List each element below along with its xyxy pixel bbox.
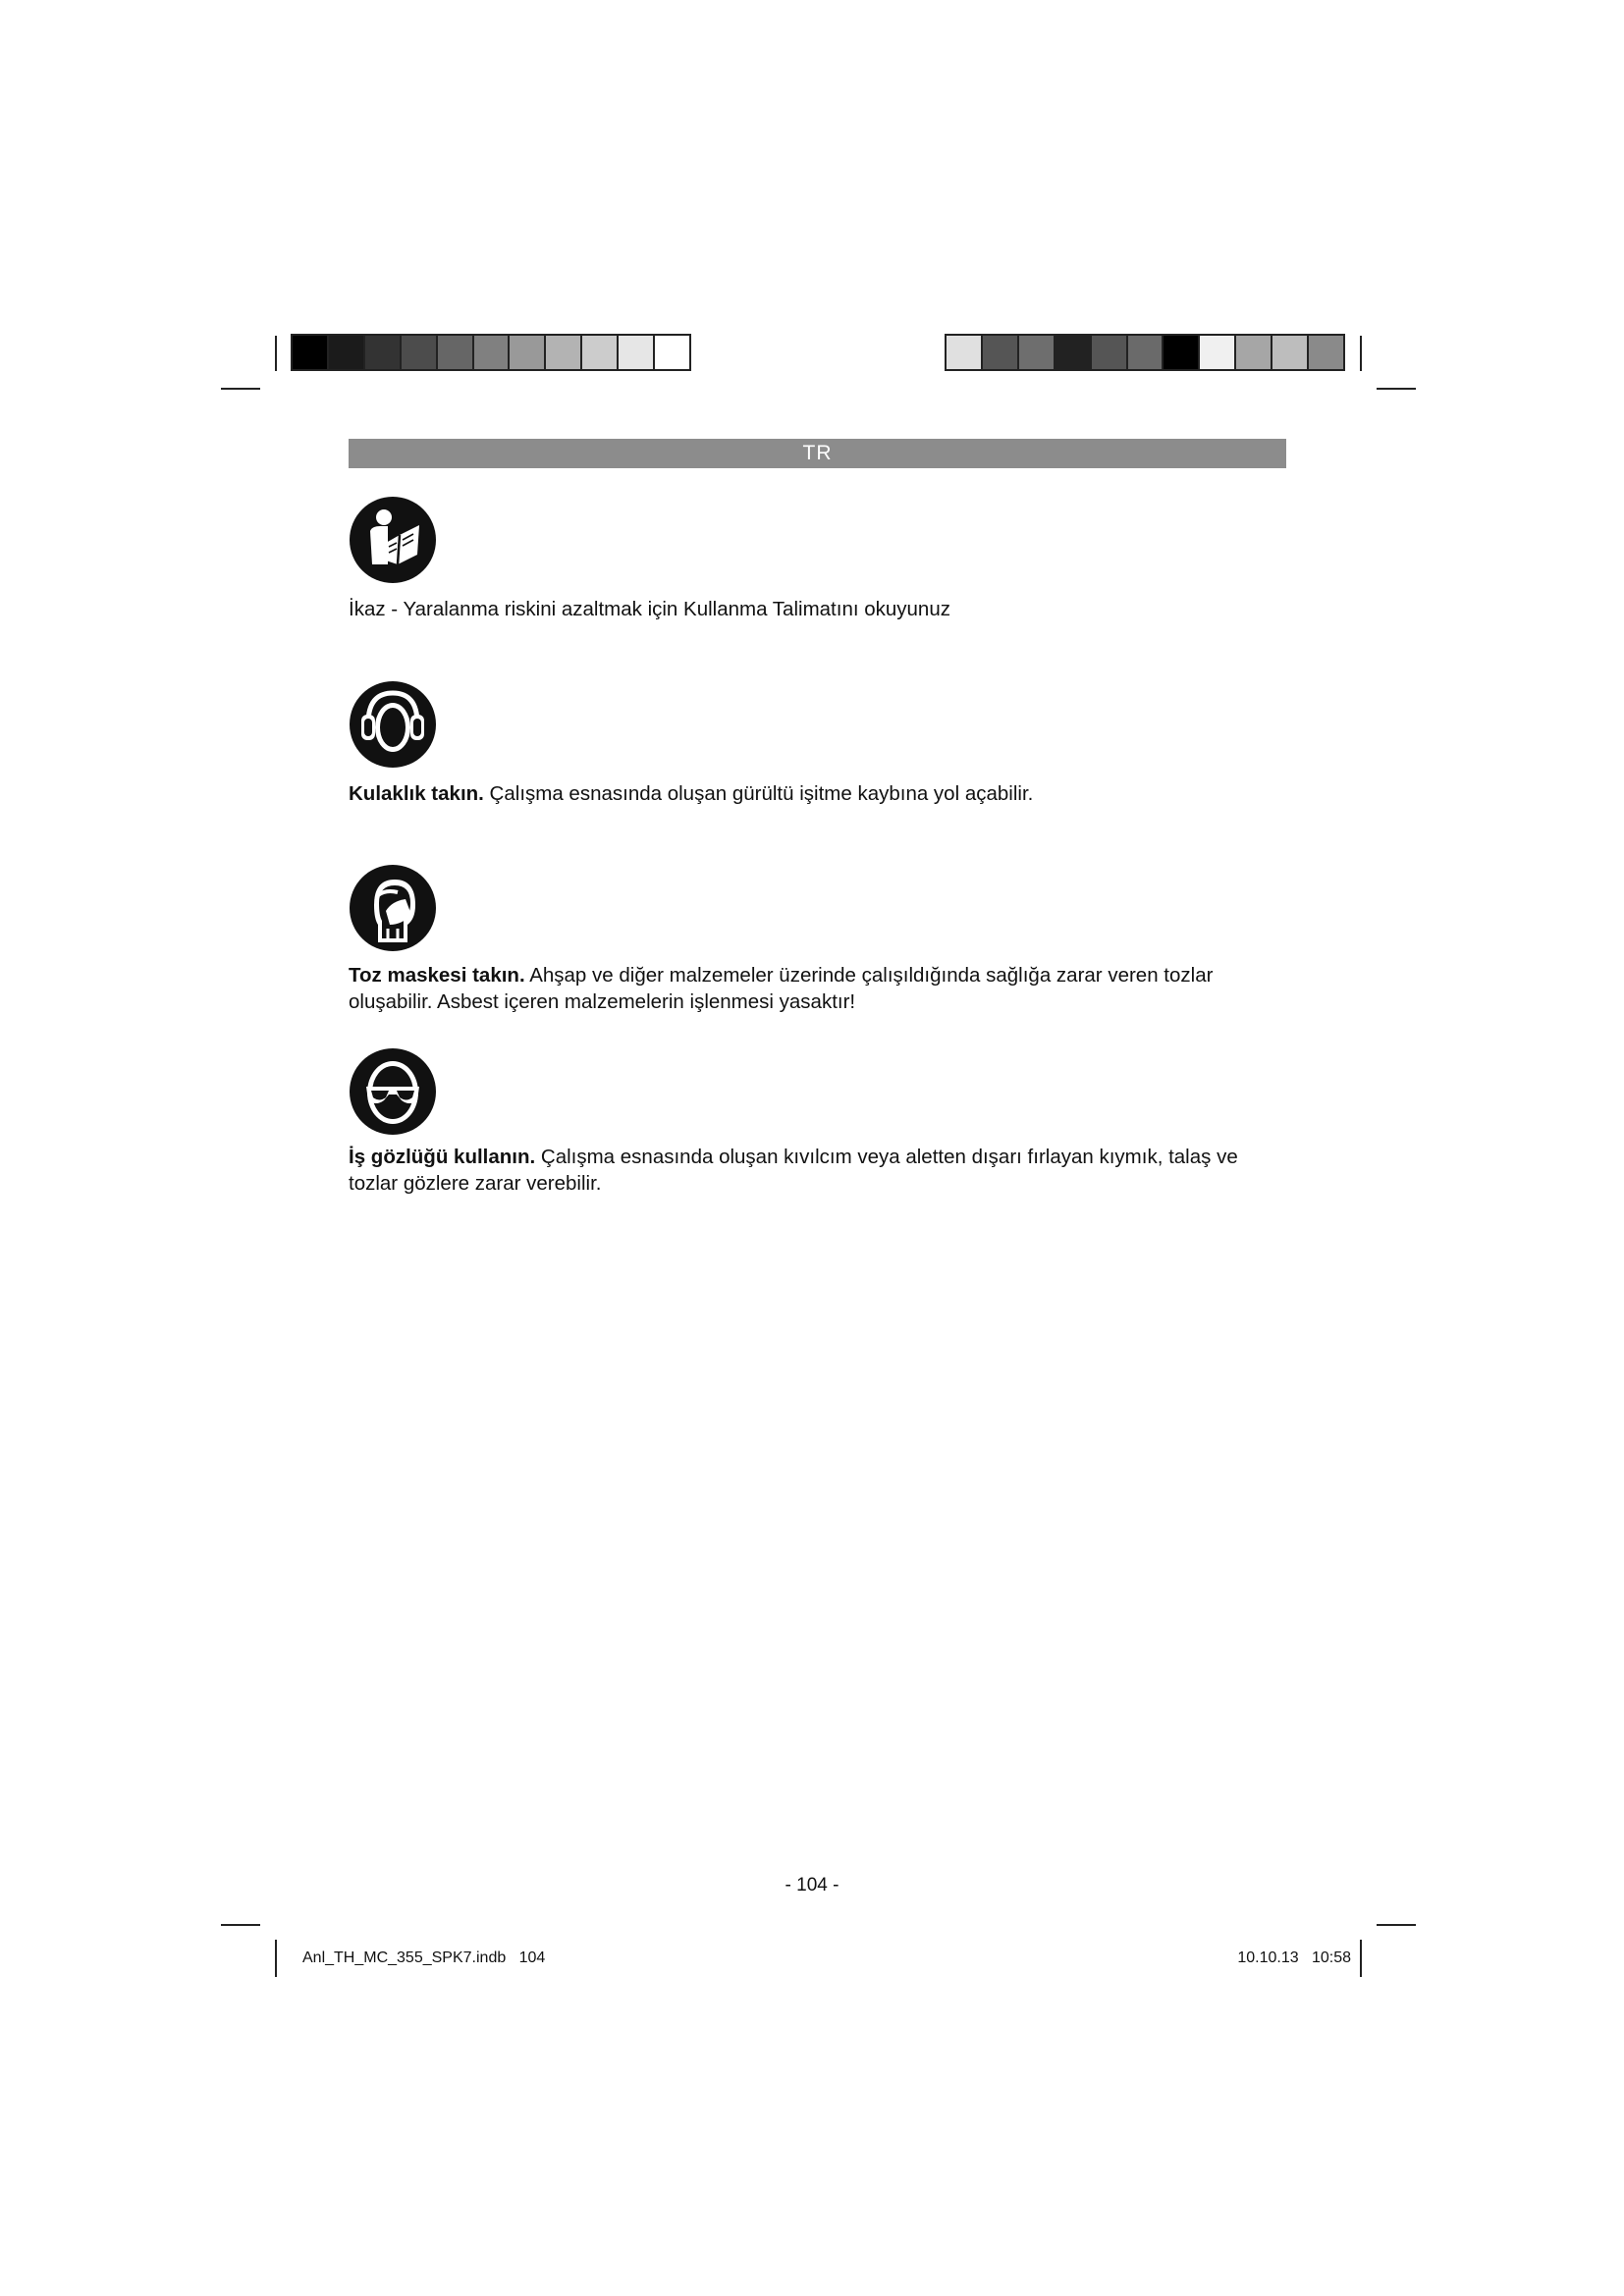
footer-timestamp: 10.10.13 10:58 — [1237, 1949, 1351, 1966]
instruction-dust-mask — [349, 962, 1281, 1015]
page-number: - 104 - — [785, 1875, 839, 1896]
crop-mark-top-right-vertical — [1360, 336, 1362, 371]
instruction-safety-goggles-bold: İş gözlüğü kullanın. — [349, 1146, 536, 1168]
color-swatch — [1164, 336, 1200, 369]
dust-mask-icon — [349, 864, 437, 952]
footer-file-name: Anl_TH_MC_355_SPK7.indb 104 — [302, 1949, 546, 1966]
instruction-read-manual — [349, 596, 1281, 622]
color-swatch — [1309, 336, 1343, 369]
color-swatch — [1092, 336, 1128, 369]
color-swatch — [1200, 336, 1236, 369]
safety-goggles-icon — [349, 1047, 437, 1136]
instruction-read-manual-text: İkaz - Yaralanma riskini azaltmak için Kullanma Talimatını okuyunuz — [349, 598, 950, 620]
color-swatch — [983, 336, 1019, 369]
color-calibration-strip-left — [291, 334, 691, 371]
instruction-ear-protection — [349, 780, 1281, 807]
instruction-ear-protection-bold: Kulaklık takın. — [349, 782, 484, 805]
color-swatch — [1056, 336, 1092, 369]
color-swatch — [510, 336, 546, 369]
instruction-safety-goggles — [349, 1144, 1281, 1197]
color-swatch — [1236, 336, 1272, 369]
color-swatch — [619, 336, 655, 369]
color-swatch — [438, 336, 474, 369]
ear-protection-icon — [349, 680, 437, 769]
color-swatch — [329, 336, 365, 369]
color-swatch — [365, 336, 402, 369]
color-swatch — [1019, 336, 1056, 369]
color-swatch — [655, 336, 689, 369]
color-swatch — [546, 336, 582, 369]
color-swatch — [947, 336, 983, 369]
crop-mark-bottom-left-vertical — [275, 1940, 277, 1977]
color-swatch — [1128, 336, 1164, 369]
instruction-ear-protection-text: Çalışma esnasında oluşan gürültü işitme kaybına yol açabilir. — [483, 782, 1034, 805]
crop-mark-top-left-horizontal — [221, 388, 260, 390]
crop-mark-bottom-left-horizontal — [221, 1924, 260, 1926]
color-swatch — [582, 336, 619, 369]
instruction-dust-mask-bold: Toz maskesi takın. — [349, 964, 525, 987]
language-header-bar: TR — [349, 439, 1286, 468]
instruction-safety-goggles-text: Çalışma esnasında oluşan kıvılcım veya aletten dışarı fırlayan kıymık, talaş ve tozlar gözlere zarar verebilir. — [349, 1146, 1238, 1195]
crop-mark-bottom-right-vertical — [1360, 1940, 1362, 1977]
color-calibration-strip-right — [945, 334, 1345, 371]
color-swatch — [474, 336, 511, 369]
instruction-dust-mask-text: Ahşap ve diğer malzemeler üzerinde çalışıldığında sağlığa zarar veren tozlar oluşabilir. Asbest içeren malzemelerin işlenmesi yasaktır! — [349, 964, 1214, 1013]
color-swatch — [293, 336, 329, 369]
crop-mark-top-right-horizontal — [1377, 388, 1416, 390]
read-manual-icon — [349, 496, 437, 584]
crop-mark-bottom-right-horizontal — [1377, 1924, 1416, 1926]
crop-mark-top-left-vertical — [275, 336, 277, 371]
color-swatch — [402, 336, 438, 369]
color-swatch — [1272, 336, 1309, 369]
